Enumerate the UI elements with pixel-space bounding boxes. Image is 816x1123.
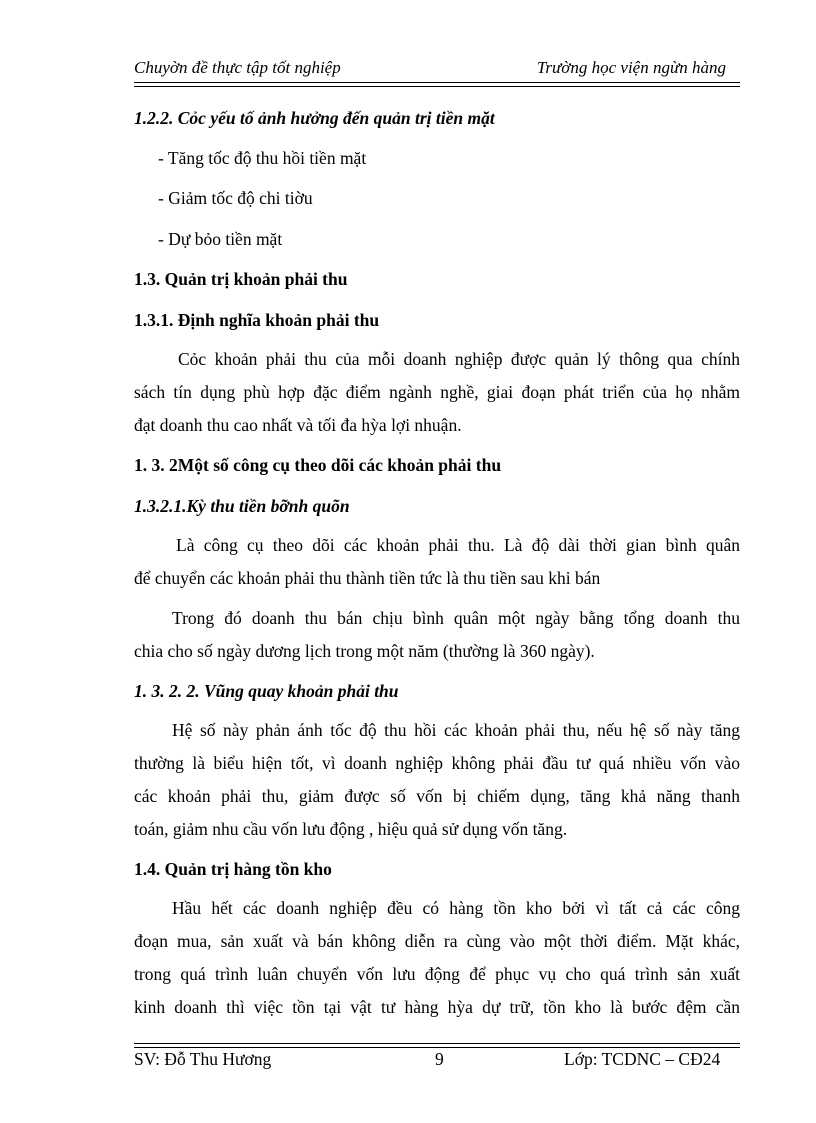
paragraph-line: thường là biểu hiện tốt, vì doanh nghiệp không phải đầu tư quá nhiều vốn vào — [134, 753, 740, 773]
heading-1-3-2-2: 1. 3. 2. 2. Vũng quay khoản phải thu — [134, 681, 399, 701]
paragraph-line: kinh doanh thì việc tồn tại vật tư hàng hỳa dự trữ, tồn kho là bước đệm cần — [134, 997, 740, 1017]
list-item: - Giảm tốc độ chi tiờu — [158, 188, 313, 208]
paragraph-line: đạt doanh thu cao nhất và tối đa hỳa lợi nhuận. — [134, 415, 462, 435]
paragraph-line: toán, giảm nhu cầu vốn lưu động , hiệu quả sử dụng vốn tăng. — [134, 819, 568, 839]
heading-1-3-1: 1.3.1. Định nghĩa khoản phải thu — [134, 310, 380, 330]
heading-1-4: 1.4. Quản trị hàng tồn kho — [134, 859, 332, 879]
footer-class: Lớp: TCDNC – CĐ24 — [564, 1049, 721, 1069]
paragraph-line: sách tín dụng phù hợp đặc điểm ngành nghề, giai đoạn phát triển của họ nhằm — [134, 382, 740, 402]
paragraph-line: trong quá trình luân chuyển vốn lưu động để phục vụ cho quá trình sản xuất — [134, 964, 740, 984]
list-item: - Tăng tốc độ thu hồi tiền mặt — [158, 148, 367, 168]
paragraph-line: Hầu hết các doanh nghiệp đều có hàng tồn kho bởi vì tất cả các công — [172, 898, 740, 918]
footer-student: SV: Đỗ Thu Hương — [134, 1049, 272, 1069]
paragraph-line: để chuyển các khoản phải thu thành tiền tức là thu tiền sau khi bán — [134, 568, 601, 588]
page-number: 9 — [435, 1049, 444, 1069]
heading-1-3: 1.3. Quản trị khoản phải thu — [134, 269, 348, 289]
header-institution: Trường học viện ngừn hàng — [536, 58, 726, 77]
list-item: - Dự bỏo tiền mặt — [158, 229, 283, 249]
heading-1-3-2-1: 1.3.2.1.Kỳ thu tiền bỡnh quõn — [134, 496, 350, 516]
paragraph-line: Hệ số này phản ánh tốc độ thu hồi các khoản phải thu, nếu hệ số này tăng — [172, 720, 740, 740]
footer-rule — [134, 1043, 740, 1048]
paragraph-line: chia cho số ngày dương lịch trong một năm (thường là 360 ngày). — [134, 641, 595, 661]
page-header — [134, 58, 740, 82]
header-title: Chuyờn đề thực tập tốt nghiệp — [134, 58, 341, 77]
paragraph-line: đoạn mua, sản xuất và bán không diễn ra cùng vào một thời điểm. Mặt khác, — [134, 931, 740, 951]
paragraph-line: Cỏc khoản phải thu của mỗi doanh nghiệp được quản lý thông qua chính — [178, 349, 740, 369]
heading-1-2-2: 1.2.2. Cỏc yếu tố ảnh hưởng đến quản trị tiền mặt — [134, 108, 495, 128]
paragraph-line: Là công cụ theo dõi các khoản phải thu. Là độ dài thời gian bình quân — [176, 535, 740, 555]
paragraph-line: các khoản phải thu, giảm được số vốn bị chiếm dụng, tăng khả năng thanh — [134, 786, 740, 806]
paragraph-line: Trong đó doanh thu bán chịu bình quân một ngày bằng tổng doanh thu — [172, 608, 740, 628]
heading-1-3-2: 1. 3. 2Một số công cụ theo dõi các khoản phải thu — [134, 455, 502, 475]
header-rule — [134, 82, 740, 87]
